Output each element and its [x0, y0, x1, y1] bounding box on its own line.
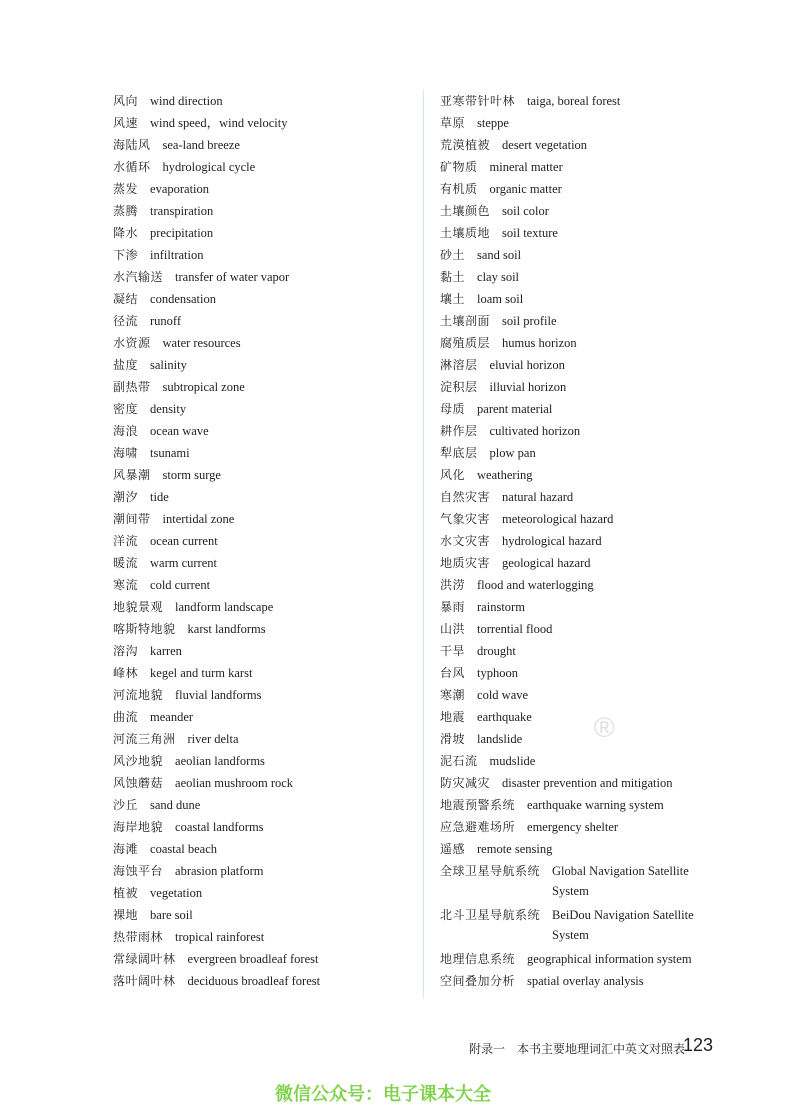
english-term: river delta	[187, 732, 239, 746]
chinese-term: 溶沟	[113, 644, 139, 658]
glossary-entry	[113, 794, 413, 816]
glossary-entry	[440, 508, 760, 530]
english-term: condensation	[150, 292, 216, 306]
registered-watermark-mark: ®	[594, 712, 615, 743]
english-term: kegel and turm karst	[150, 666, 253, 680]
glossary-entry	[440, 266, 760, 288]
glossary-entry	[113, 354, 413, 376]
glossary-entry	[113, 288, 413, 310]
english-term: intertidal zone	[162, 512, 235, 526]
english-term: clay soil	[477, 270, 520, 284]
english-term: landform landscape	[175, 600, 274, 614]
chinese-term: 遥感	[440, 842, 466, 856]
english-term: warm current	[150, 556, 217, 570]
glossary-entry	[113, 332, 413, 354]
chinese-term: 干旱	[440, 644, 466, 658]
glossary-entry	[440, 420, 760, 442]
chinese-term: 风化	[440, 468, 466, 482]
english-term: evergreen broadleaf forest	[187, 952, 319, 966]
english-term: earthquake	[477, 710, 532, 724]
chinese-term: 台风	[440, 666, 466, 680]
english-term: fluvial landforms	[175, 688, 262, 702]
glossary-entry	[440, 90, 760, 112]
glossary-entry	[113, 200, 413, 222]
chinese-term: 落叶阔叶林	[113, 974, 176, 988]
chinese-term: 水文灾害	[440, 534, 491, 548]
english-term: humus horizon	[502, 336, 577, 350]
glossary-entry	[113, 508, 413, 530]
english-term: sea-land breeze	[162, 138, 240, 152]
english-term: ocean current	[150, 534, 218, 548]
english-term: disaster prevention and mitigation	[502, 776, 673, 790]
english-term: coastal beach	[150, 842, 217, 856]
english-term: bare soil	[150, 908, 193, 922]
english-term: desert vegetation	[502, 138, 588, 152]
english-term: sand soil	[477, 248, 522, 262]
glossary-entry	[113, 134, 413, 156]
chinese-term: 气象灾害	[440, 512, 491, 526]
english-term: hydrological cycle	[162, 160, 256, 174]
chinese-term: 山洪	[440, 622, 466, 636]
glossary-entry	[440, 398, 760, 420]
chinese-term: 密度	[113, 402, 139, 416]
chinese-term: 黏土	[440, 270, 466, 284]
english-term: meander	[150, 710, 194, 724]
glossary-entry	[113, 90, 413, 112]
chinese-term: 海浪	[113, 424, 139, 438]
english-term: transfer of water vapor	[175, 270, 290, 284]
english-term: emergency shelter	[527, 820, 619, 834]
english-term: spatial overlay analysis	[527, 974, 644, 988]
english-term: earthquake warning system	[527, 798, 664, 812]
chinese-term: 地震	[440, 710, 466, 724]
glossary-entry	[440, 530, 760, 552]
english-term: cold wave	[477, 688, 529, 702]
glossary-entry	[440, 860, 760, 904]
english-term: storm surge	[162, 468, 221, 482]
glossary-entry	[440, 442, 760, 464]
english-term: wind direction	[150, 94, 223, 108]
chinese-term: 防灾减灾	[440, 776, 491, 790]
chinese-term: 沙丘	[113, 798, 139, 812]
chinese-term: 径流	[113, 314, 139, 328]
glossary-entry	[113, 266, 413, 288]
english-term: tsunami	[150, 446, 190, 460]
glossary-entry	[113, 728, 413, 750]
english-term: density	[150, 402, 187, 416]
glossary-entry	[440, 112, 760, 134]
chinese-term: 泥石流	[440, 754, 478, 768]
chinese-term: 凝结	[113, 292, 139, 306]
glossary-entry	[113, 970, 413, 992]
english-term: weathering	[477, 468, 533, 482]
chinese-term: 风蚀蘑菇	[113, 776, 164, 790]
glossary-entry	[113, 552, 413, 574]
english-term: soil texture	[502, 226, 558, 240]
english-term: plow pan	[489, 446, 536, 460]
glossary-entry	[113, 926, 413, 948]
chinese-term: 热带雨林	[113, 930, 164, 944]
english-term: hydrological hazard	[502, 534, 602, 548]
english-term: mineral matter	[489, 160, 563, 174]
chinese-term: 地质灾害	[440, 556, 491, 570]
glossary-entry	[440, 310, 760, 332]
chinese-term: 盐度	[113, 358, 139, 372]
glossary-entry	[440, 794, 760, 816]
chinese-term: 河流地貌	[113, 688, 164, 702]
chinese-term: 潮间带	[113, 512, 151, 526]
english-term: precipitation	[150, 226, 214, 240]
english-term: transpiration	[150, 204, 214, 218]
english-term: tide	[150, 490, 169, 504]
chinese-term: 有机质	[440, 182, 478, 196]
english-term: parent material	[477, 402, 553, 416]
glossary-entry	[440, 354, 760, 376]
chinese-term: 降水	[113, 226, 139, 240]
chinese-term: 海岸地貌	[113, 820, 164, 834]
glossary-entry	[113, 178, 413, 200]
english-term: subtropical zone	[162, 380, 245, 394]
glossary-entry	[113, 442, 413, 464]
chinese-term: 土壤颜色	[440, 204, 491, 218]
glossary-entry	[113, 486, 413, 508]
chinese-term: 潮汐	[113, 490, 139, 504]
glossary-entry	[440, 244, 760, 266]
glossary-entry	[440, 662, 760, 684]
english-term: cold current	[150, 578, 211, 592]
english-term: loam soil	[477, 292, 524, 306]
chinese-term: 副热带	[113, 380, 151, 394]
chinese-term: 自然灾害	[440, 490, 491, 504]
footer-title: 附录一 本书主要地理词汇中英文对照表	[469, 1042, 686, 1056]
english-term: aeolian landforms	[175, 754, 265, 768]
chinese-term: 寒流	[113, 578, 139, 592]
english-term: deciduous broadleaf forest	[187, 974, 321, 988]
english-term: typhoon	[477, 666, 518, 680]
glossary-entry	[113, 882, 413, 904]
chinese-term: 蒸发	[113, 182, 139, 196]
chinese-term: 裸地	[113, 908, 139, 922]
english-term: organic matter	[489, 182, 562, 196]
english-term: soil color	[502, 204, 549, 218]
english-term: taiga, boreal forest	[527, 94, 621, 108]
chinese-term: 荒漠植被	[440, 138, 491, 152]
glossary-entry	[113, 640, 413, 662]
chinese-term: 峰林	[113, 666, 139, 680]
english-term: coastal landforms	[175, 820, 264, 834]
chinese-term: 风向	[113, 94, 139, 108]
english-term: remote sensing	[477, 842, 553, 856]
glossary-entry	[440, 838, 760, 860]
chinese-term: 空间叠加分析	[440, 974, 516, 988]
glossary-entry	[440, 772, 760, 794]
wechat-watermark: 微信公众号：电子课本大全	[275, 1084, 491, 1105]
glossary-entry	[113, 376, 413, 398]
chinese-term: 北斗卫星导航系统	[440, 908, 541, 922]
english-term: vegetation	[150, 886, 203, 900]
chinese-term: 海滩	[113, 842, 139, 856]
glossary-entry	[440, 134, 760, 156]
chinese-term: 下渗	[113, 248, 139, 262]
glossary-entry	[440, 904, 760, 948]
chinese-term: 曲流	[113, 710, 139, 724]
english-term: drought	[477, 644, 516, 658]
glossary-entry	[440, 574, 760, 596]
english-term: geographical information system	[527, 952, 692, 966]
glossary-entry	[440, 596, 760, 618]
chinese-term: 常绿阔叶林	[113, 952, 176, 966]
glossary-entry	[440, 200, 760, 222]
glossary-entry	[440, 970, 760, 992]
glossary-entry	[440, 640, 760, 662]
glossary-entry	[113, 530, 413, 552]
chinese-term: 砂土	[440, 248, 466, 262]
english-term: cultivated horizon	[489, 424, 581, 438]
glossary-entry	[113, 398, 413, 420]
glossary-entry	[440, 222, 760, 244]
chinese-term: 地震预警系统	[440, 798, 516, 812]
glossary-entry	[113, 948, 413, 970]
glossary-entry	[440, 816, 760, 838]
glossary-entry	[440, 178, 760, 200]
chinese-term: 河流三角洲	[113, 732, 176, 746]
chinese-term: 风暴潮	[113, 468, 151, 482]
chinese-term: 寒潮	[440, 688, 466, 702]
chinese-term: 地貌景观	[113, 600, 164, 614]
english-term: Global Navigation Satellite System	[552, 864, 689, 898]
glossary-entry	[113, 156, 413, 178]
chinese-term: 暴雨	[440, 600, 466, 614]
glossary-entry	[440, 332, 760, 354]
glossary-entry	[113, 904, 413, 926]
right-term-column	[440, 90, 760, 992]
english-term: karren	[150, 644, 182, 658]
glossary-entry	[113, 310, 413, 332]
glossary-entry	[440, 750, 760, 772]
chinese-term: 地理信息系统	[440, 952, 516, 966]
glossary-entry	[113, 618, 413, 640]
english-term: infiltration	[150, 248, 204, 262]
english-term: rainstorm	[477, 600, 525, 614]
english-term: karst landforms	[187, 622, 266, 636]
glossary-entry	[113, 222, 413, 244]
chinese-term: 母质	[440, 402, 466, 416]
glossary-entry	[440, 684, 760, 706]
chinese-term: 亚寒带针叶林	[440, 94, 516, 108]
chinese-term: 草原	[440, 116, 466, 130]
chinese-term: 土壤剖面	[440, 314, 491, 328]
glossary-entry	[440, 948, 760, 970]
english-term: water resources	[162, 336, 241, 350]
glossary-entry	[113, 772, 413, 794]
glossary-entry	[113, 750, 413, 772]
english-term: ocean wave	[150, 424, 209, 438]
chinese-term: 海啸	[113, 446, 139, 460]
glossary-entry	[440, 552, 760, 574]
chinese-term: 风沙地貌	[113, 754, 164, 768]
glossary-entry	[113, 574, 413, 596]
glossary-entry	[113, 244, 413, 266]
glossary-entry	[113, 838, 413, 860]
chinese-term: 水资源	[113, 336, 151, 350]
chinese-term: 水汽输送	[113, 270, 164, 284]
english-term: abrasion platform	[175, 864, 264, 878]
glossary-entry	[440, 376, 760, 398]
english-term: landslide	[477, 732, 523, 746]
english-term: BeiDou Navigation Satellite System	[552, 908, 694, 942]
page-number: 123	[683, 1035, 714, 1055]
column-divider	[423, 90, 424, 998]
chinese-term: 水循环	[113, 160, 151, 174]
chinese-term: 海陆风	[113, 138, 151, 152]
english-term: sand dune	[150, 798, 201, 812]
chinese-term: 植被	[113, 886, 139, 900]
glossary-entry	[113, 464, 413, 486]
glossary-entry	[113, 706, 413, 728]
chinese-term: 洋流	[113, 534, 139, 548]
english-term: aeolian mushroom rock	[175, 776, 294, 790]
chinese-term: 洪涝	[440, 578, 466, 592]
chinese-term: 腐殖质层	[440, 336, 491, 350]
chinese-term: 淋溶层	[440, 358, 478, 372]
chinese-term: 风速	[113, 116, 139, 130]
chinese-term: 滑坡	[440, 732, 466, 746]
glossary-entry	[440, 156, 760, 178]
chinese-term: 暖流	[113, 556, 139, 570]
glossary-entry	[440, 464, 760, 486]
english-term: wind speed，wind velocity	[150, 116, 288, 130]
chinese-term: 蒸腾	[113, 204, 139, 218]
english-term: evaporation	[150, 182, 210, 196]
english-term: eluvial horizon	[489, 358, 565, 372]
glossary-entry	[113, 662, 413, 684]
chinese-term: 耕作层	[440, 424, 478, 438]
chinese-term: 喀斯特地貌	[113, 622, 176, 636]
glossary-entry	[440, 486, 760, 508]
glossary-entry	[113, 860, 413, 882]
english-term: salinity	[150, 358, 187, 372]
english-term: meteorological hazard	[502, 512, 614, 526]
left-term-column	[113, 90, 413, 992]
english-term: steppe	[477, 116, 509, 130]
english-term: tropical rainforest	[175, 930, 265, 944]
chinese-term: 犁底层	[440, 446, 478, 460]
english-term: torrential flood	[477, 622, 553, 636]
english-term: illuvial horizon	[489, 380, 567, 394]
chinese-term: 应急避难场所	[440, 820, 516, 834]
chinese-term: 矿物质	[440, 160, 478, 174]
english-term: soil profile	[502, 314, 557, 328]
english-term: geological hazard	[502, 556, 591, 570]
glossary-entry	[440, 288, 760, 310]
english-term: runoff	[150, 314, 182, 328]
english-term: mudslide	[489, 754, 536, 768]
glossary-entry	[113, 112, 413, 134]
chinese-term: 海蚀平台	[113, 864, 164, 878]
chinese-term: 壤土	[440, 292, 466, 306]
chinese-term: 全球卫星导航系统	[440, 864, 541, 878]
english-term: flood and waterlogging	[477, 578, 594, 592]
glossary-entry	[113, 816, 413, 838]
glossary-entry	[440, 618, 760, 640]
glossary-entry	[113, 684, 413, 706]
chinese-term: 淀积层	[440, 380, 478, 394]
english-term: natural hazard	[502, 490, 574, 504]
chinese-term: 土壤质地	[440, 226, 491, 240]
glossary-entry	[113, 596, 413, 618]
glossary-entry	[113, 420, 413, 442]
